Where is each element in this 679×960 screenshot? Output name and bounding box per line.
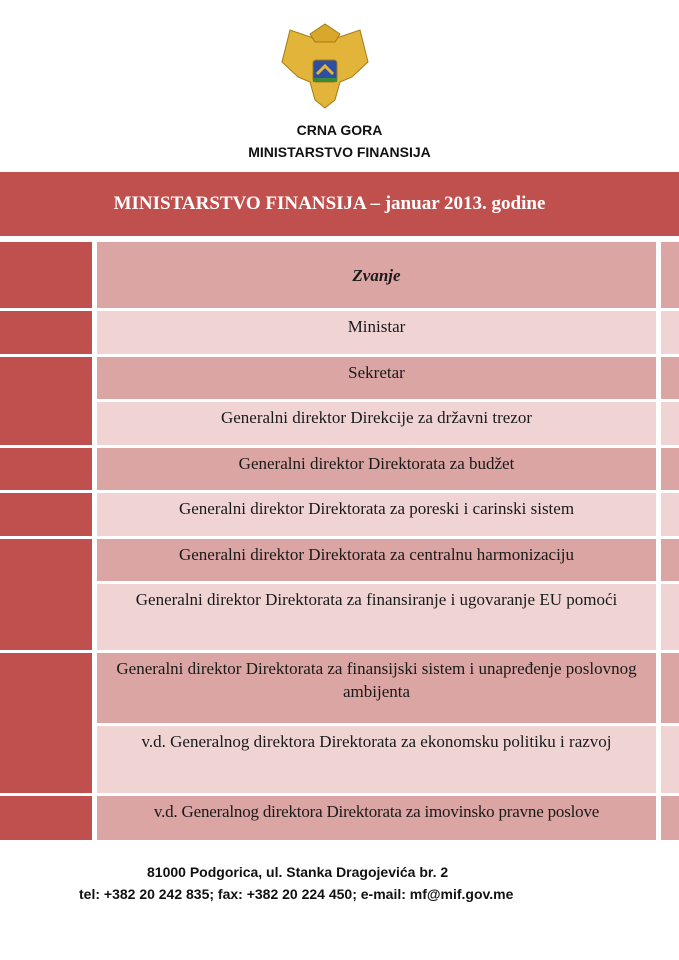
table-row: Generalni direktor Direktorata za finansijski sistem i unapređenje poslovnog ambijenta [97,653,656,723]
coat-of-arms-emblem [280,22,370,110]
right-cell [661,539,679,581]
left-cell [0,357,92,445]
left-cell [0,242,92,308]
left-cell [0,448,92,490]
right-cell [661,493,679,536]
column-header-zvanje: Zvanje [97,242,656,308]
right-cell [661,796,679,840]
table-row: v.d. Generalnog direktora Direktorata za imovinsko pravne poslove [97,796,656,840]
right-cell [661,357,679,399]
right-cell [661,311,679,354]
table-row: Generalni direktor Direktorata za finansiranje i ugovaranje EU pomoći [97,584,656,650]
left-cell [0,796,92,840]
table-row: v.d. Generalnog direktora Direktorata za ekonomsku politiku i razvoj [97,726,656,793]
right-cell [661,726,679,793]
right-cell [661,584,679,650]
right-cell [661,402,679,445]
footer-address: 81000 Podgorica, ul. Stanka Dragojevića br. 2 [147,864,449,880]
table-row: Generalni direktor Direktorata za poreski i carinski sistem [97,493,656,536]
table-row: Generalni direktor Direkcije za državni trezor [97,402,656,445]
right-cell [661,653,679,723]
letterhead-country: CRNA GORA [296,122,383,138]
right-cell [661,242,679,308]
footer-contact: tel: +382 20 242 835; fax: +382 20 224 450; e-mail: mf@mif.gov.me [79,886,514,902]
table-row: Generalni direktor Direktorata za centralnu harmonizaciju [97,539,656,581]
table-row: Ministar [97,311,656,354]
table-row: Generalni direktor Direktorata za budžet [97,448,656,490]
left-cell [0,311,92,354]
letterhead-ministry: MINISTARSTVO FINANSIJA [248,144,431,160]
left-cell [0,653,92,793]
right-cell [661,448,679,490]
title-banner: MINISTARSTVO FINANSIJA – januar 2013. godine [0,172,679,236]
left-cell [0,493,92,536]
left-cell [0,539,92,650]
table-row: Sekretar [97,357,656,399]
